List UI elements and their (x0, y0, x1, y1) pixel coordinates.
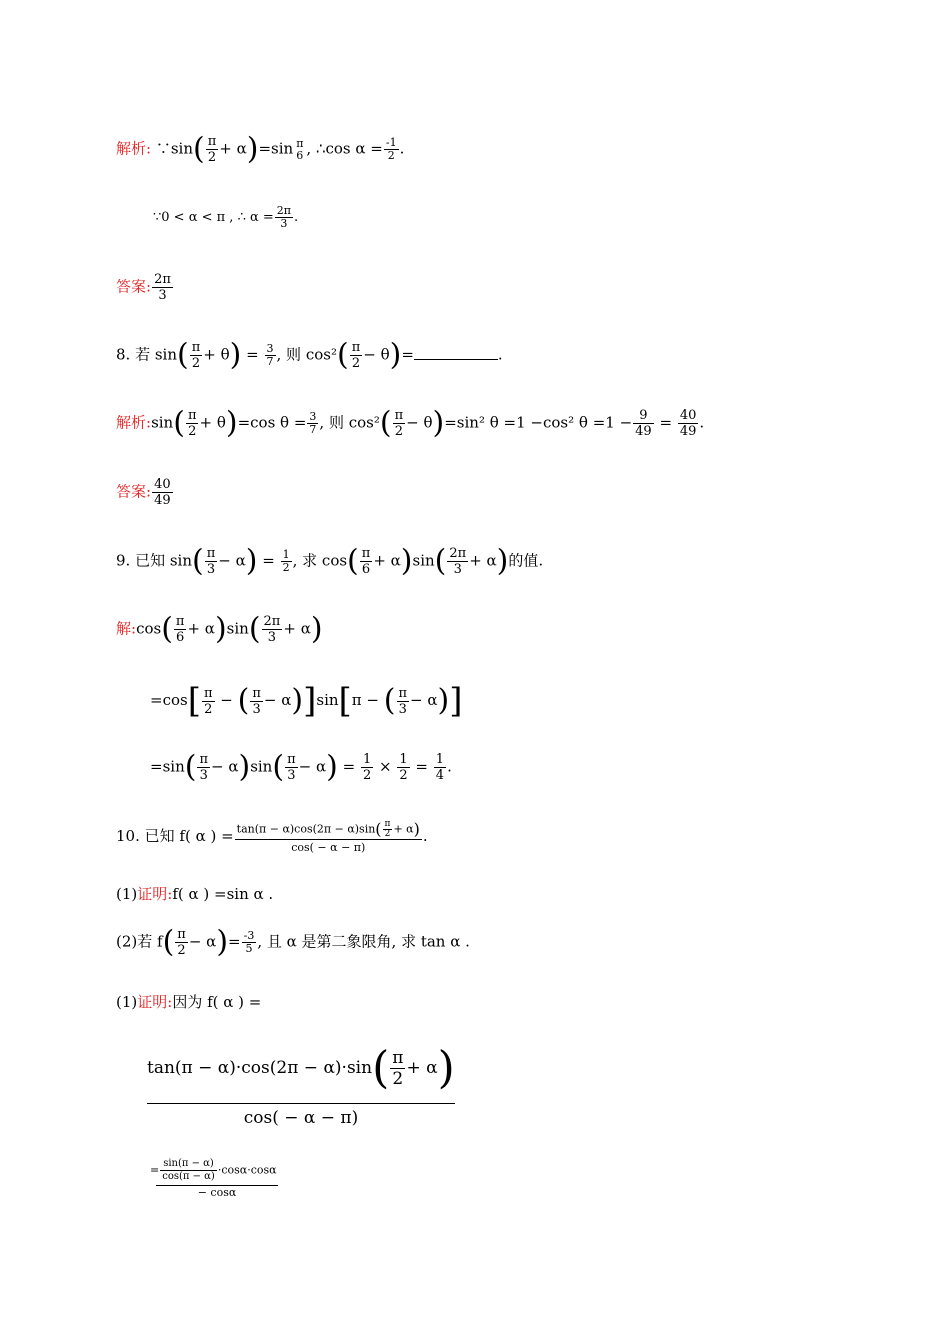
fraction: $\frac{1}{2}$ (282, 548, 290, 574)
fraction: $\frac{-1}{2}$ (385, 136, 397, 162)
fraction: $\frac{\pi}{3}$ (199, 752, 208, 783)
fraction-numerator: tan(π − α)·cos(2π − α)·sin( $\frac{\pi}{2}$ + α) (147, 1042, 455, 1094)
fraction: $\frac{\pi}{2}$ (191, 340, 201, 371)
question-10: 10. 已知 f( α ) = tan(π − α)cos(2π − α)sin( $\frac{\pi}{2}$ + α) cos( − α − π) . (116, 819, 428, 854)
fraction: $\frac{-3}{5}$ (243, 929, 255, 955)
solution-9-line1: 解:cos( $\frac{\pi}{6}$ + α)sin( $\frac{2\pi}{3}$ + α) (116, 611, 323, 647)
proof-10-step2: = $\frac{\sin(\pi - \alpha)}{\cos(\pi - \alpha)}$ ·cosα·cosα − cosα (150, 1158, 277, 1199)
fraction: $\frac{9}{49}$ (635, 408, 652, 439)
fraction: $\frac{2\pi}{3}$ (276, 204, 292, 230)
fraction: π 6 (296, 136, 304, 162)
fraction: $\frac{2\pi}{3}$ (154, 272, 171, 303)
question-9: 9. 已知 sin( $\frac{\pi}{3}$ − α) = $\frac{1}{2}$ , 求 cos( $\frac{\pi}{6}$ + α)sin( $\frac{2\pi}{3}$ + α)的值. (116, 543, 544, 579)
answer-label: 答案: (116, 277, 152, 296)
proof-10-fraction (147, 1040, 455, 1130)
fraction: $\frac{\pi}{2}$ (394, 408, 404, 439)
analysis-label: 解析: (116, 139, 152, 158)
fraction: $\frac{2\pi}{3}$ (449, 546, 467, 577)
solution-7-line2: ∵0 < α < π , ∴ α = $\frac{2\pi}{3}$ . (153, 204, 299, 230)
solution-9-line2: =cos[ $\frac{\pi}{2}$ − ( $\frac{\pi}{3}$ − α)]sin[π − ( $\frac{\pi}{3}$ − α)] (150, 681, 463, 721)
fraction-denominator: cos( − α − π) (243, 1107, 359, 1128)
fraction: $\frac{\pi}{3}$ (287, 752, 296, 783)
solution-7-line1: 解析: ∵sin( $\frac{\pi}{2}$ + α)=sin π 6 , ∴cos α = $\frac{-1}{2}$ . (116, 131, 405, 167)
fraction: $\frac{\pi}{2}$ (351, 340, 361, 371)
fraction: $\frac{40}{49}$ (154, 477, 171, 508)
question-10-part1: (1)证明:f( α ) =sin α . (116, 885, 274, 903)
question-10-part2: (2)若 f( $\frac{\pi}{2}$ − α)= $\frac{-3}{5}$ , 且 α 是第二象限角, 求 tan α . (116, 924, 470, 960)
proof-10-intro: (1)证明:因为 f( α ) = (116, 993, 262, 1011)
fraction: $\frac{40}{49}$ (679, 408, 697, 439)
fraction: $\frac{\pi}{2}$ (207, 134, 217, 165)
question-8: 8. 若 sin( $\frac{\pi}{2}$ + θ) = $\frac{3}{7}$ , 则 cos²( $\frac{\pi}{2}$ − θ)= . (116, 337, 503, 373)
analysis-label: 解析: (116, 413, 152, 432)
solution-9-line3: =sin( $\frac{\pi}{3}$ − α)sin( $\frac{\pi}{3}$ − α) = $\frac{1}{2}$ × $\frac{1}{2}$ = $\frac{1}{4}$ . (150, 749, 452, 785)
proof-label: 证明: (137, 993, 173, 1011)
fraction: tan(π − α)cos(2π − α)sin( $\frac{\pi}{2}$ + α) cos( − α − π) (236, 819, 420, 854)
fraction: $\frac{\pi}{6}$ (175, 614, 185, 645)
answer-8 (116, 477, 174, 508)
fraction: $\frac{1}{2}$ (399, 752, 408, 783)
fraction: $\frac{\pi}{2}$ (203, 685, 213, 717)
fraction: $\frac{1}{2}$ (362, 752, 372, 783)
answer-blank (414, 359, 498, 360)
answer-7 (116, 272, 174, 303)
solution-8: 解析:sin( $\frac{\pi}{2}$ + θ)=cos θ = $\frac{3}{7}$ , 则 cos²( $\frac{\pi}{2}$ − θ)=sin² θ =1 −cos² θ =1 − $\frac{9}{49}$ = $\frac{40}{49}$ . (116, 405, 705, 441)
fraction: $\frac{3}{7}$ (309, 410, 317, 436)
solution-label: 解: (116, 619, 137, 638)
fraction: $\frac{\pi}{2}$ (187, 408, 197, 439)
fraction: $\frac{1}{4}$ (435, 752, 445, 783)
fraction: $\frac{3}{7}$ (266, 342, 274, 368)
fraction: $\frac{\pi}{3}$ (206, 546, 216, 577)
fraction: $\frac{\pi}{2}$ (177, 927, 186, 958)
answer-label: 答案: (116, 482, 152, 501)
fraction: $\frac{2\pi}{3}$ (263, 614, 281, 645)
fraction: $\frac{\pi}{6}$ (361, 546, 371, 577)
fraction: $\frac{\pi}{3}$ (398, 685, 408, 717)
proof-label: 证明: (137, 885, 173, 903)
fraction: $\frac{\pi}{3}$ (252, 685, 261, 717)
